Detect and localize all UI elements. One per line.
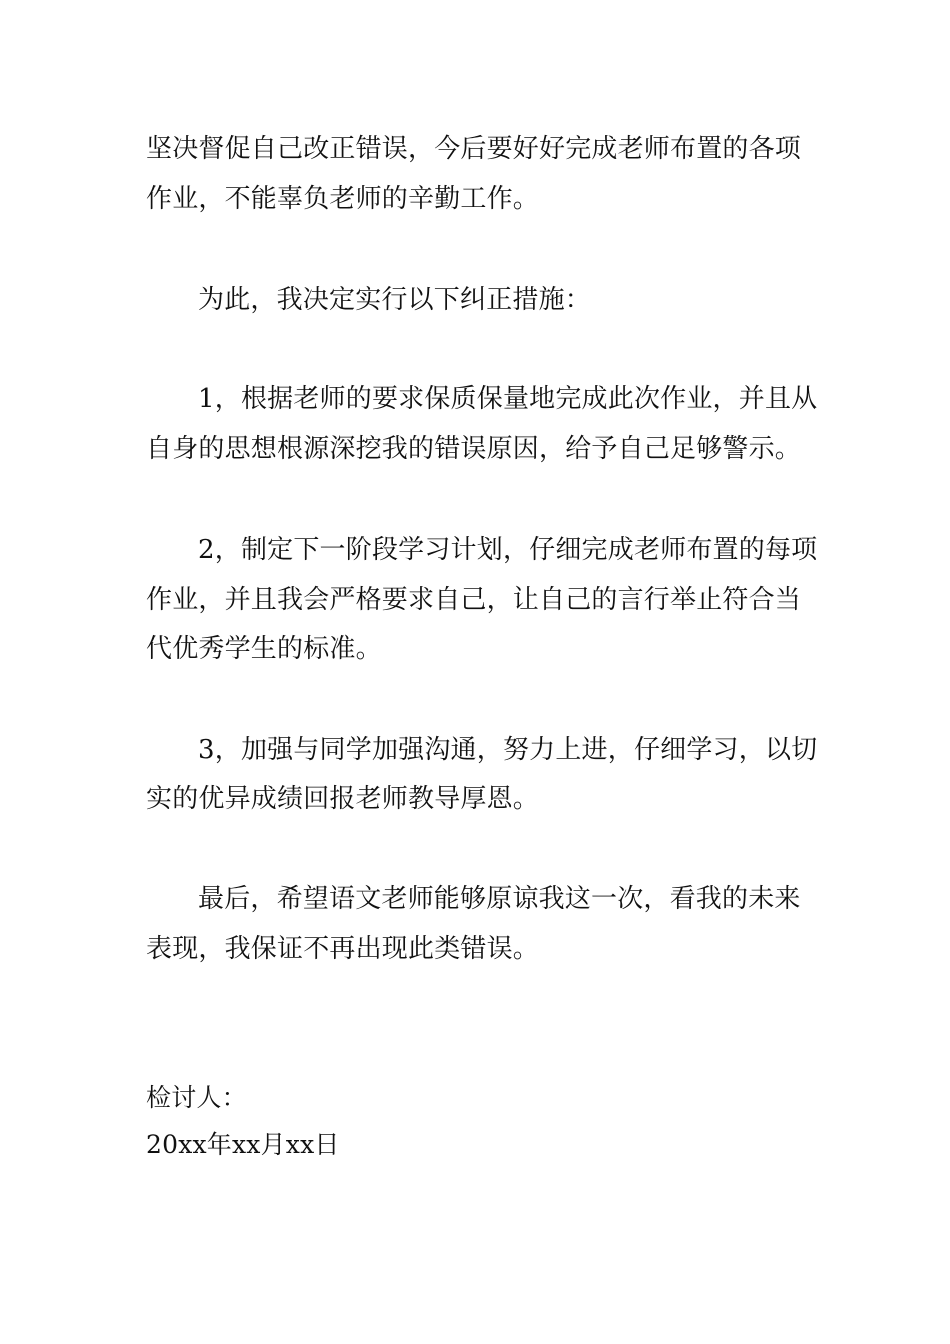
paragraph-line: 坚决督促自己改正错误，今后要好好完成老师布置的各项 — [146, 134, 802, 164]
paragraph-line: 代优秀学生的标准。 — [146, 634, 382, 664]
signature-label: 检讨人： — [146, 1083, 247, 1112]
paragraph-line: 最后，希望语文老师能够原谅我这一次，看我的未来 — [198, 884, 801, 914]
paragraph-line: 作业，并且我会严格要求自己，让自己的言行举止符合当 — [146, 585, 802, 615]
paragraph-line: 作业，不能辜负老师的辛勤工作。 — [146, 184, 540, 214]
paragraph-line: 实的优异成绩回报老师教导厚恩。 — [146, 784, 540, 814]
paragraph-line: 2，制定下一阶段学习计划，仔细完成老师布置的每项 — [198, 535, 818, 565]
signature-date: 20xx年xx月xx日 — [146, 1130, 340, 1159]
paragraph-line: 1，根据老师的要求保质保量地完成此次作业，并且从 — [198, 384, 818, 414]
paragraph-line: 自身的思想根源深挖我的错误原因，给予自己足够警示。 — [146, 434, 802, 464]
paragraph-line: 为此，我决定实行以下纠正措施： — [198, 285, 592, 315]
paragraph-line: 表现，我保证不再出现此类错误。 — [146, 934, 540, 964]
paragraph-line: 3，加强与同学加强沟通，努力上进，仔细学习，以切 — [198, 735, 818, 765]
